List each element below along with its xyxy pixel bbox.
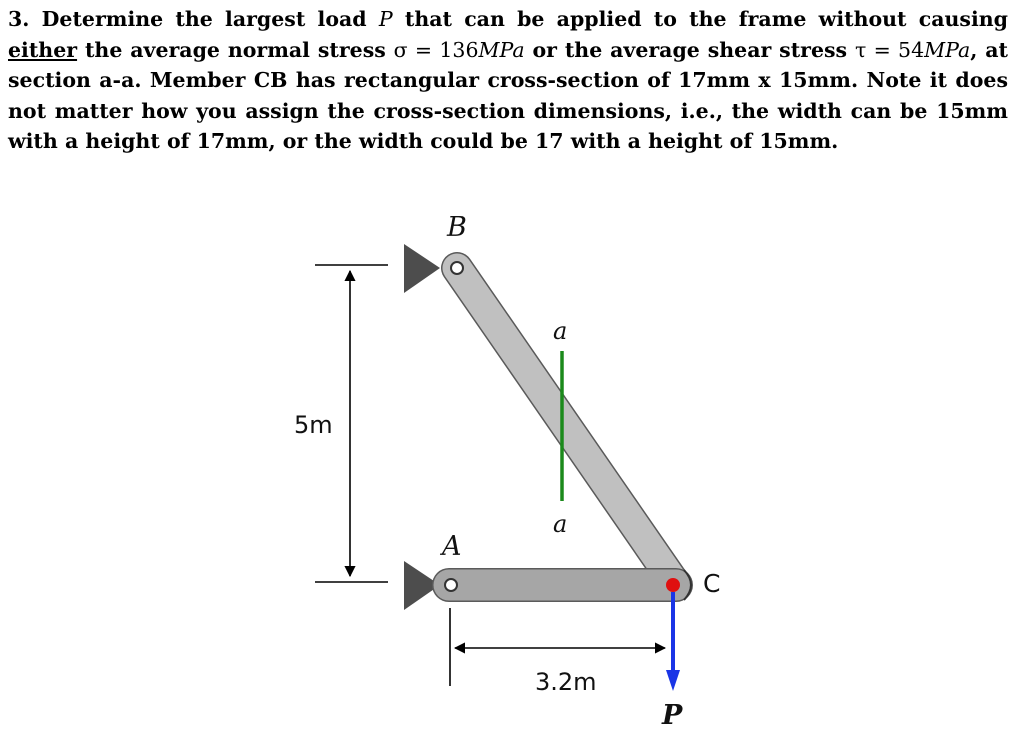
sigma-unit: MPa (478, 37, 525, 62)
problem-text-3: the average normal stress (77, 37, 394, 62)
either-emphasis: either (8, 37, 78, 62)
problem-text-5: , at section a-a. Member CB has rectangular cross-section of 17mm x 15mm. Note it does not matter how you assign the cross-section dimensions, i.e., the width can be 15mm with a height of 17mm, or the width could be 17 with a height of 15mm. (8, 37, 1008, 153)
tau-expression: τ = 54 (854, 37, 925, 62)
pin-support-B (404, 244, 440, 293)
problem-text-1: Determine the largest load (29, 7, 379, 31)
problem-text-4: or the average shear stress (524, 37, 855, 62)
load-label-P: P (662, 700, 683, 731)
node-label-B: B (447, 212, 467, 243)
pin-B (451, 262, 463, 274)
sigma-expression: σ = 136 (393, 37, 479, 62)
dim-label-vertical: 5m (294, 411, 333, 439)
problem-number: 3. (8, 7, 30, 31)
pin-A (445, 579, 457, 591)
joint-C (666, 578, 680, 592)
load-arrow-head (666, 670, 680, 691)
dim-label-horizontal: 3.2m (535, 668, 597, 696)
problem-text-2: that can be applied to the frame without causing (392, 7, 1008, 31)
tau-unit: MPa (924, 37, 971, 62)
node-label-A: A (442, 531, 462, 562)
node-label-C: C (703, 569, 721, 598)
section-label-top: a (553, 317, 568, 345)
load-symbol: P (378, 7, 393, 31)
section-label-bottom: a (553, 510, 568, 538)
